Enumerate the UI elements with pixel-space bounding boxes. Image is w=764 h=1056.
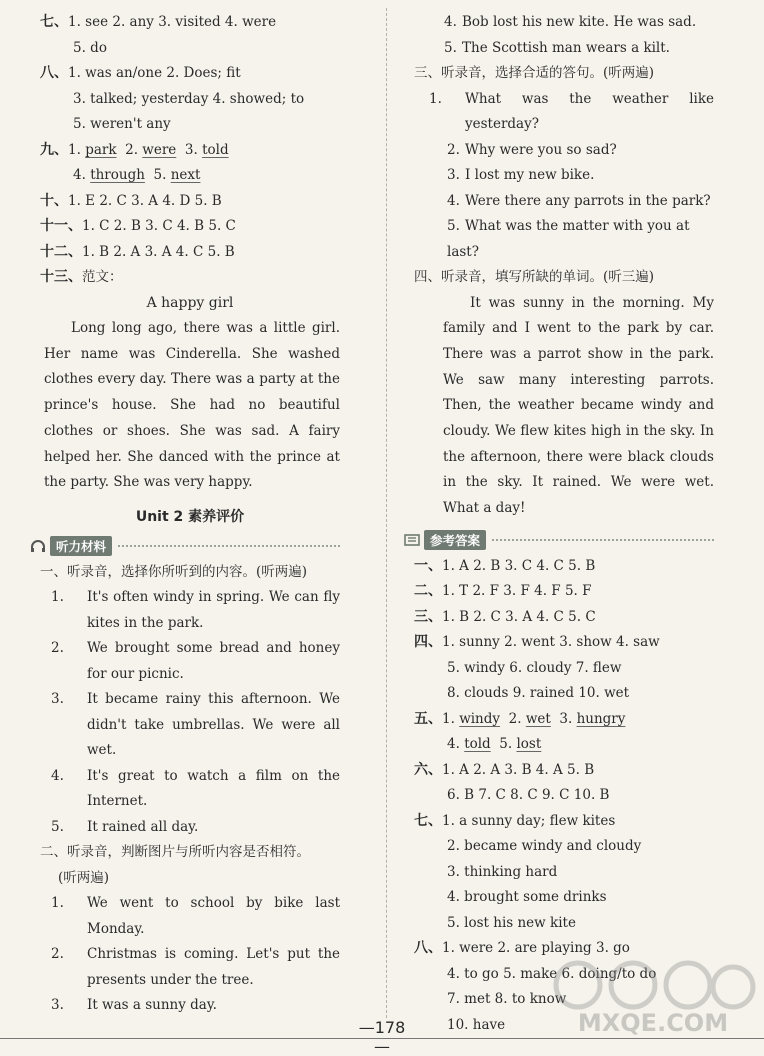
q2-item: 3. It was a sunny day. <box>51 997 217 1014</box>
ans7-line1: 七、1. a sunny day; flew kites <box>414 812 616 829</box>
banner-rule <box>118 545 340 547</box>
q3-item: 2. Why were you so sad? <box>447 141 617 158</box>
right-column <box>414 10 714 1038</box>
sec12-line: 十二、1. B 2. A 3. A 4. C 5. B <box>40 243 235 260</box>
q1-item: 3. It became rainy this afternoon. We didn't take umbrellas. We were all wet. <box>51 691 340 759</box>
q1-item: 5. It rained all day. <box>51 818 199 835</box>
ans2-line: 二、1. T 2. F 3. F 4. F 5. F <box>414 583 592 600</box>
page-number: —178— <box>358 1018 406 1056</box>
watermark-logo <box>548 955 758 1035</box>
essay-paragraph: Long long ago, there was a little girl. Her name was Cinderella. She washed clothes every day. There was a party at the prince's house. She had no beautiful clothes or shoes. She was sad. A fairy helped her. She danced with the prince at the party. She was very happy. <box>44 320 340 491</box>
banner-rule <box>492 539 714 541</box>
ans3-line: 三、1. B 2. C 3. A 4. C 5. C <box>414 608 596 625</box>
ans5-line1: 五、1. windy 2. wet 3. hungry <box>414 710 626 727</box>
watermark-text: MXQE.COM <box>577 1009 729 1035</box>
sec8-line2: 3. talked; yesterday 4. showed; to <box>73 90 305 107</box>
ans6-line2: 6. B 7. C 8. C 9. C 10. B <box>447 787 610 804</box>
q3-item: 5. What was the matter with you at last? <box>447 218 690 260</box>
ans8-line3: 7. met 8. to know <box>447 991 567 1008</box>
sec10-line: 十、1. E 2. C 3. A 4. D 5. B <box>40 192 222 209</box>
left-column <box>40 10 340 1019</box>
q2-title: 二、听录音，判断图片与所听内容是否相符。 <box>40 844 310 861</box>
q1-item: 4. It's great to watch a film on the Internet. <box>51 767 340 810</box>
sec9-line2: 4. through 5. next <box>73 167 201 183</box>
ans8-line1: 八、1. were 2. are playing 3. go <box>414 940 630 957</box>
essay-title: A happy girl <box>146 294 234 311</box>
ans5-line2: 4. told 5. lost <box>447 736 542 753</box>
q2-list <box>40 891 340 1019</box>
ans4-line1: 四、1. sunny 2. went 3. show 4. saw <box>414 634 660 651</box>
q2-item-cont: 4. Bob lost his new kite. He was sad. <box>444 14 697 30</box>
ans6-line1: 六、1. A 2. A 3. B 4. A 5. B <box>414 761 595 778</box>
sec8-line1: 八、1. was an/one 2. Does; fit <box>40 65 241 81</box>
q1-item: 2. We brought some bread and honey for our picnic. <box>51 640 340 682</box>
book-icon <box>404 533 420 547</box>
q4-title: 四、听录音，填写所缺的单词。(听三遍) <box>414 269 655 285</box>
q2-item: 1. We went to school by bike last Monday. <box>51 895 340 937</box>
bottom-rule <box>0 1038 764 1039</box>
listening-tag: 听力材料 <box>50 536 112 556</box>
q4-paragraph: It was sunny in the morning. My family and I went to the park by car. There was a parrot show in the park. We saw many interesting parrots. Then, the weather became windy and cloudy. We flew kites high in the sky. In the afternoon, there were black clouds in the sky. It rained. We were wet. What a day! <box>443 294 714 517</box>
q1-list <box>40 585 340 840</box>
sec13-line: 十三、范文： <box>40 269 123 285</box>
sec9-line1: 九、1. park 2. were 3. told <box>40 141 229 158</box>
listening-banner <box>30 534 340 558</box>
ans4-line2: 5. windy 6. cloudy 7. flew <box>447 659 622 676</box>
answers-banner <box>404 528 714 552</box>
q2-item: 2. Christmas is coming. Let's put the presents under the tree. <box>51 946 340 988</box>
ans7-line5: 5. lost his new kite <box>447 914 576 931</box>
q3-list <box>414 87 714 266</box>
q1-item: 1. It's often windy in spring. We can fly kites in the park. <box>51 589 340 631</box>
q3-item: 1. What was the weather like yesterday? <box>429 90 714 132</box>
ans1-line: 一、1. A 2. B 3. C 4. C 5. B <box>414 557 596 574</box>
ans7-line3: 3. thinking hard <box>447 863 558 880</box>
q2-item-cont: 5. The Scottish man wears a kilt. <box>444 39 670 56</box>
sec7-line2: 5. do <box>73 39 107 56</box>
q3-item: 3. I lost my new bike. <box>447 167 595 183</box>
q1-title: 一、听录音，选择你所听到的内容。(听两遍) <box>40 563 308 580</box>
q2-note: (听两遍) <box>58 869 110 886</box>
sec7-line1: 七、1. see 2. any 3. visited 4. were <box>40 14 277 30</box>
ans7-line2: 2. became windy and cloudy <box>447 838 642 855</box>
ans8-line2: 4. to go 5. make 6. doing/to do <box>447 965 657 982</box>
headphones-icon <box>30 539 46 553</box>
ans8-line4: 10. have <box>447 1016 506 1033</box>
q3-title: 三、听录音，选择合适的答句。(听两遍) <box>414 65 655 81</box>
answers-tag: 参考答案 <box>424 530 486 550</box>
sec11-line: 十一、1. C 2. B 3. C 4. B 5. C <box>40 218 236 234</box>
unit-title: Unit 2 素养评价 <box>135 508 245 525</box>
column-divider <box>386 8 387 1018</box>
sec8-line3: 5. weren't any <box>73 116 171 132</box>
ans7-line4: 4. brought some drinks <box>447 889 607 906</box>
q3-item: 4. Were there any parrots in the park? <box>447 192 711 209</box>
ans4-line3: 8. clouds 9. rained 10. wet <box>447 685 630 702</box>
